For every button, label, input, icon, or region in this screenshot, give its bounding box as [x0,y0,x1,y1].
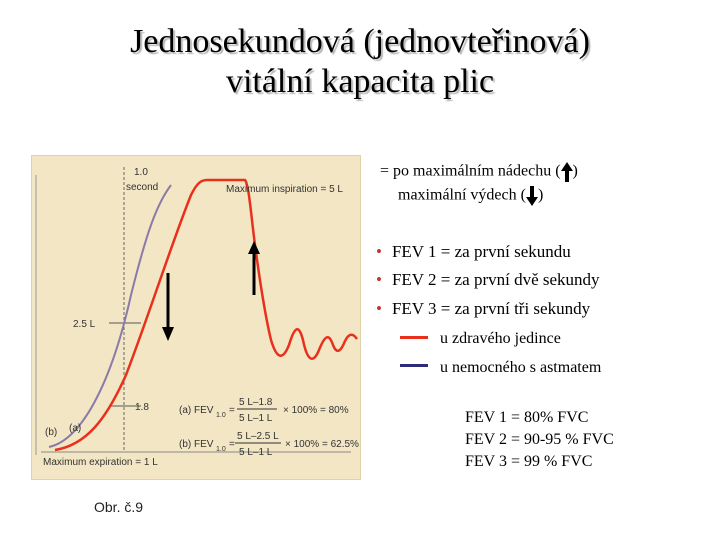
formula-b-numerator: 5 L–2.5 L [237,431,279,442]
label-max-expiration: Maximum expiration = 1 L [43,457,158,468]
legend-label-healthy: u zdravého jedince [440,330,561,347]
definition-line-1 [380,162,578,182]
formula-a-denominator: 5 L–1 L [239,413,273,424]
formula-b-result: × 100% = 62.5% [285,439,359,450]
definition-line-2 [398,186,543,206]
formula-a-numerator: 5 L–1.8 [239,397,273,408]
bullet-fev1: • FEV 1 = za první sekundu [376,242,571,261]
title-line-2: vitální kapacita plic [225,63,495,100]
label-b: (b) [45,427,58,438]
title-line-1: Jednosekundová (jednovteřinová) [130,23,590,60]
formula-b-prefix: (b) FEV [179,439,214,450]
formula-a-prefix: (a) FEV [179,405,214,416]
fev-value-3: FEV 3 = 99 % FVC [465,453,593,470]
label-a: (a) [69,423,82,434]
legend-label-asthma: u nemocného s astmatem [440,359,602,376]
spirometry-figure [31,155,361,480]
label-18: 1.8 [135,402,149,413]
formula-a-result: × 100% = 80% [283,405,349,416]
definition-line-1-end: ) [572,162,578,180]
down-arrow-icon [526,186,538,206]
definition-line-1-text: = po maximálním nádechu ( [380,162,561,180]
formula-b-denominator: 5 L–1 L [239,447,273,458]
label-second: second [126,182,159,193]
bullet-fev3: • FEV 3 = za první tři sekundy [376,299,591,318]
formula-a-subscript: 1.0 [216,412,226,419]
slide-title [20,22,700,102]
up-arrow-icon [561,162,573,182]
figure-caption: Obr. č.9 [94,499,144,515]
label-max-inspiration: Maximum inspiration = 5 L [226,184,343,195]
formula-b-subscript: 1.0 [216,446,226,453]
label-10: 1.0 [134,167,148,178]
fev-value-2: FEV 2 = 90-95 % FVC [465,431,614,448]
bullet-fev2: • FEV 2 = za první dvě sekundy [376,270,600,289]
formula-b-equals: = [229,439,235,450]
legend-swatch-healthy [400,336,428,339]
legend-swatch-asthma [400,364,428,367]
label-25: 2.5 L [73,319,96,330]
fev-value-1: FEV 1 = 80% FVC [465,409,589,426]
formula-a-equals: = [229,405,235,416]
definition-line-2-end: ) [537,186,544,204]
definition-line-2-text: maximální výdech ( [398,186,526,204]
